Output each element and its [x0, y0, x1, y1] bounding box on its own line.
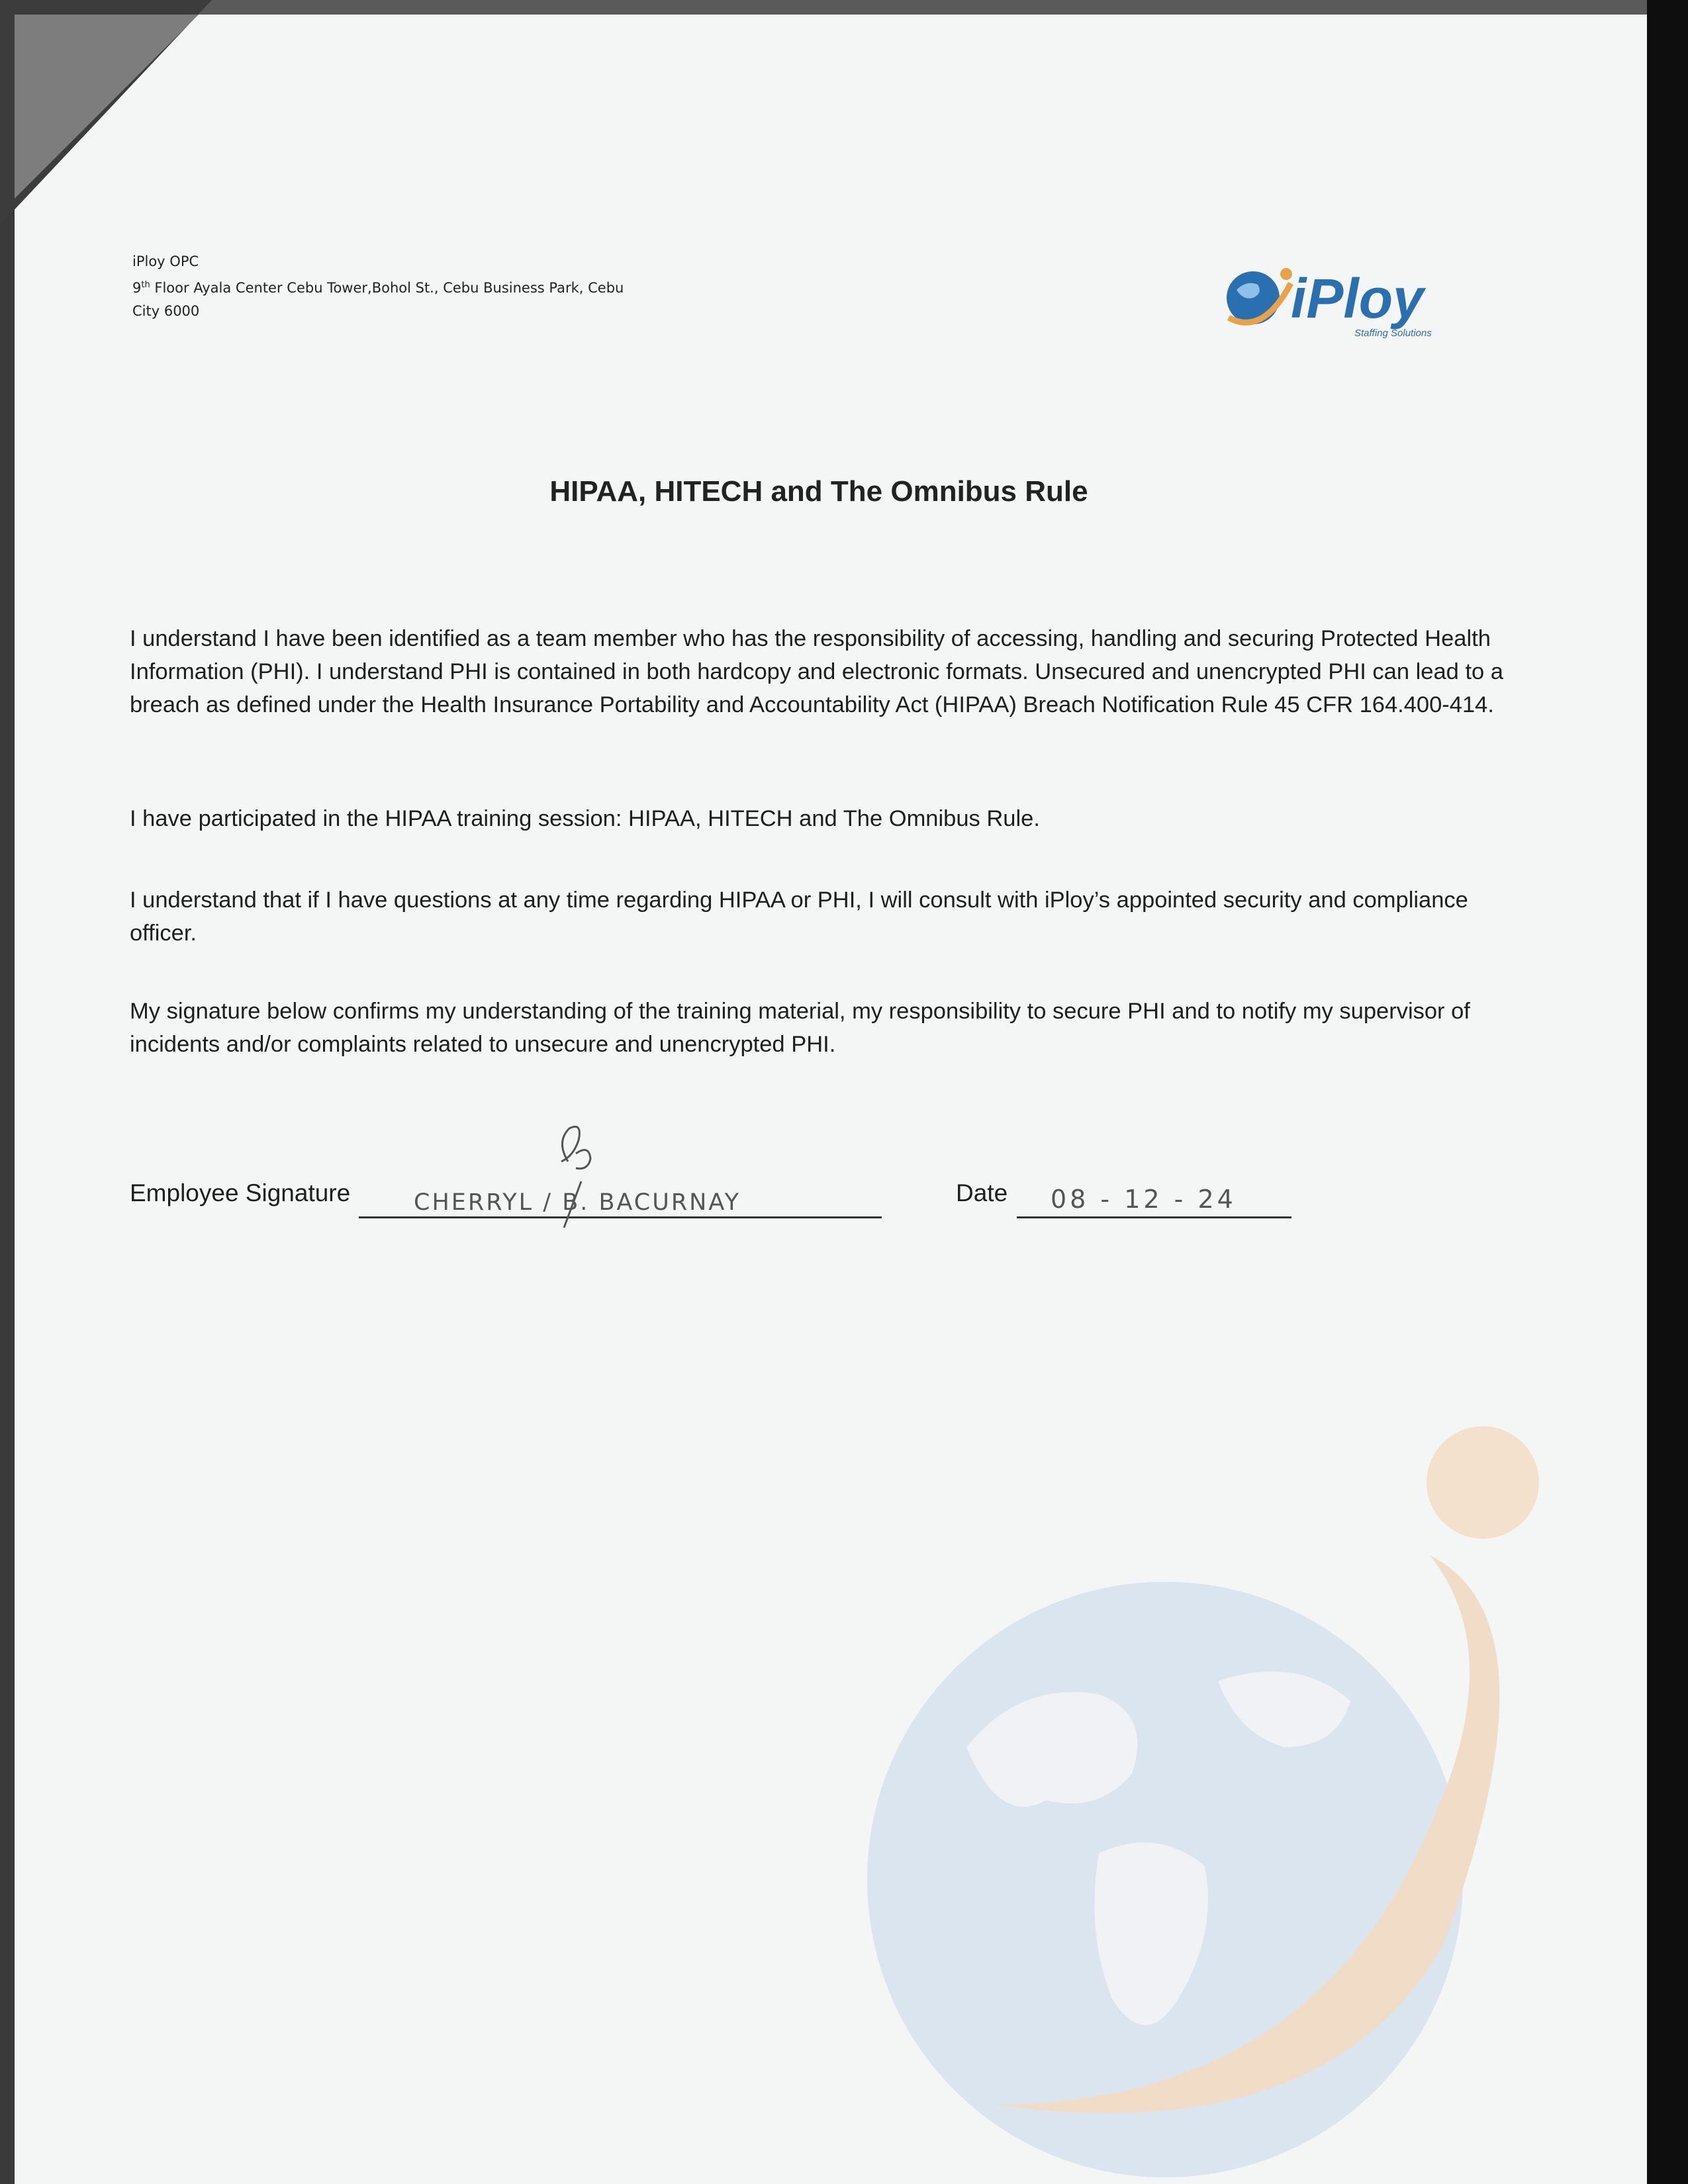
logo-tagline: Staffing Solutions [1354, 328, 1432, 339]
scan-border-left [0, 0, 15, 2184]
globe-watermark [847, 1403, 1575, 2184]
folded-corner [0, 0, 212, 225]
logo-wordmark: iPloy [1291, 267, 1424, 330]
paragraph-signature-confirmation: My signature below confirms my understanding of the training material, my responsibility to secure PHI and to notify my supervisor of incidents and/or complaints related to unsecure and unencrypted PHI. [130, 999, 1470, 1057]
company-address [132, 250, 624, 323]
paragraph-compliance-officer: I understand that if I have questions at any time regarding HIPAA or PHI, I will consult with iPloy’s appointed security and compliance officer. [130, 887, 1468, 946]
employee-signature-label: Employee Signature [130, 1179, 351, 1206]
iploy-logo [1217, 257, 1455, 343]
paragraph-phi-responsibility: I understand I have been identified as a team member who has the responsibility of accessing, handling and securing Protected Health Information (PHI). I understand PHI is contained in both hardcopy and electronic formats. Unsecured and unencrypted PHI can lead to a breach as defined under the Health Insurance Portability and Accountability Act (HIPAA) Breach Notification Rule 45 CFR 164.400-414. [130, 626, 1503, 717]
address-floor-suffix: th [141, 280, 150, 290]
address-street: Floor Ayala Center Cebu Tower,Bohol St., Cebu Business Park, Cebu [150, 280, 624, 296]
employee-signature-name: CHERRYL / B. BACURNAY [414, 1189, 741, 1216]
address-floor-number: 9 [132, 280, 142, 296]
document-title: HIPAA, HITECH and The Omnibus Rule [549, 475, 1088, 508]
handwritten-initials [530, 1115, 622, 1231]
address-line-1 [132, 273, 624, 300]
date-value: 08 - 12 - 24 [1051, 1185, 1237, 1214]
scan-border-top [0, 0, 1688, 15]
paragraph-training-session: I have participated in the HIPAA training session: HIPAA, HITECH and The Omnibus Rule. [130, 806, 1040, 831]
date-label: Date [956, 1179, 1008, 1206]
scan-border-right [1647, 0, 1688, 2184]
date-line [1017, 1216, 1291, 1218]
address-line-2: City 6000 [132, 303, 200, 319]
company-name: iPloy OPC [132, 253, 199, 269]
